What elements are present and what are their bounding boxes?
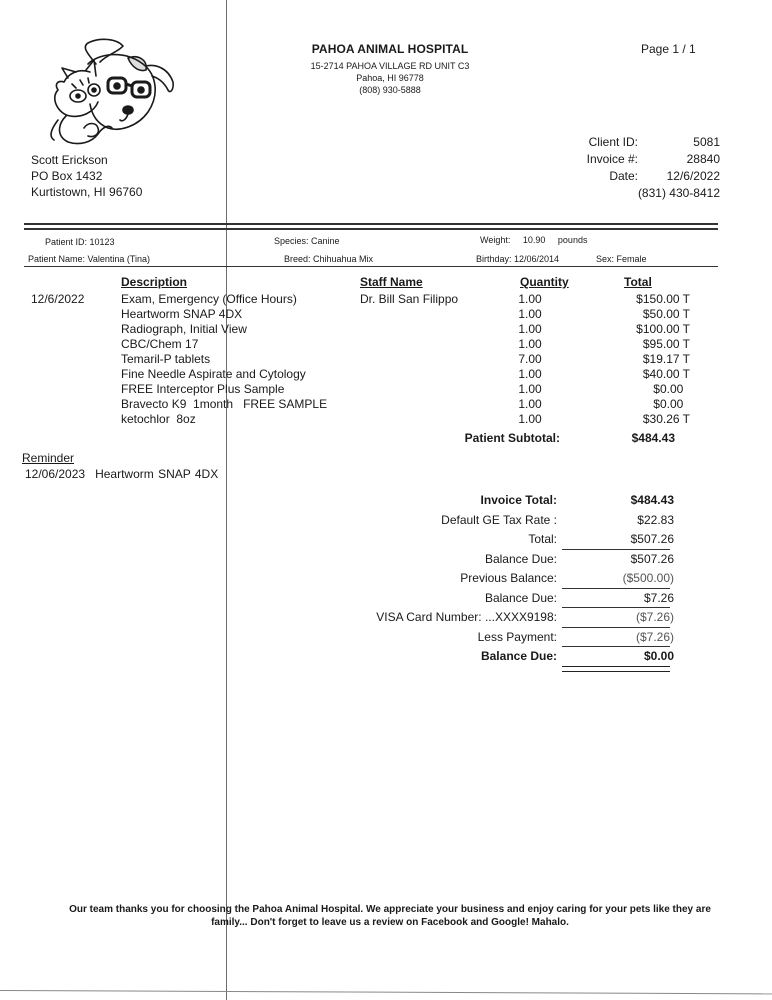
patient-sex: Sex: Female — [596, 254, 647, 264]
line-item-total: $150.00 T — [636, 292, 690, 306]
patient-name: Patient Name: Valentina (Tina) — [28, 254, 151, 264]
summary-row-tax — [300, 511, 680, 531]
footer-line-1: Our team thanks you for choosing the Pahoa Animal Hospital. We appreciate your business and enjoy caring for your pets like they are — [69, 904, 711, 915]
summary-label: Less Payment: — [477, 629, 557, 644]
line-item-quantity: 1.00 — [518, 307, 542, 321]
staff-column-header: Staff Name — [360, 275, 423, 289]
invoice-number-label: Invoice #: — [586, 152, 638, 166]
line-item-description: Bravecto K9 1month FREE SAMPLE — [121, 397, 328, 411]
scan-fold-line — [226, 0, 227, 1000]
line-item-description: ketochlor 8oz — [121, 412, 196, 426]
reminder-heading: Reminder — [22, 451, 75, 465]
line-item-quantity: 1.00 — [518, 367, 542, 381]
summary-value: ($7.26) — [635, 610, 674, 624]
line-item-description: Radiograph, Initial View — [121, 322, 247, 336]
divider-rule — [24, 223, 718, 225]
patient-weight — [480, 235, 587, 245]
summary-value: $507.26 — [630, 551, 674, 566]
line-item-total: $19.17 T — [642, 352, 690, 366]
summary-row-balance-due — [300, 550, 680, 570]
patient-subtotal-label: Patient Subtotal: — [464, 431, 560, 445]
line-item-total: $95.00 T — [642, 337, 690, 351]
weight-label: Weight: — [480, 235, 511, 245]
summary-value: ($500.00) — [622, 571, 674, 585]
line-item-total: $50.00 T — [642, 307, 690, 321]
item-descriptions — [121, 292, 327, 427]
line-item-total: $0.00 — [653, 397, 690, 411]
line-item-description: Fine Needle Aspirate and Cytology — [121, 367, 306, 381]
cat-and-dog-logo-icon — [28, 24, 178, 149]
patient-breed: Breed: Chihuahua Mix — [284, 254, 374, 264]
client-id-label: Client ID: — [588, 135, 638, 149]
hospital-header — [260, 42, 520, 96]
weight-value: 10.90 — [522, 235, 546, 245]
summary-label: Balance Due: — [484, 590, 557, 605]
summary-row-invoice-total — [300, 491, 680, 511]
hospital-address: 15-2714 PAHOA VILLAGE RD UNIT C3 — [310, 61, 470, 71]
line-item-description: Exam, Emergency (Office Hours) — [121, 292, 297, 306]
line-item-total: $0.00 — [653, 382, 690, 396]
hospital-logo — [28, 24, 178, 149]
summary-label: Total: — [528, 532, 557, 546]
line-item-quantity: 1.00 — [518, 412, 542, 426]
divider-rule — [24, 228, 718, 230]
line-item-description: Temaril-P tablets — [121, 352, 211, 366]
invoice-date-value: 12/6/2022 — [666, 169, 720, 183]
line-item-quantity: 7.00 — [518, 352, 542, 366]
summary-label: Invoice Total: — [480, 493, 557, 507]
reminder-row — [25, 467, 218, 481]
summary-label: VISA Card Number: ...XXXX9198: — [376, 610, 557, 624]
patient-species: Species: Canine — [274, 236, 340, 246]
client-id-value: 5081 — [693, 135, 720, 149]
owner-address-line2: Kurtistown, HI 96760 — [31, 185, 143, 199]
line-item-quantity: 1.00 — [518, 322, 542, 336]
summary-label: Previous Balance: — [460, 571, 557, 585]
client-phone: (831) 430-8412 — [637, 186, 720, 200]
line-item-quantity: 1.00 — [518, 292, 542, 306]
summary-row-total — [300, 530, 680, 550]
summary-row-visa-card — [300, 608, 680, 628]
staff-name: Dr. Bill San Filippo — [360, 292, 459, 306]
summary-value: $484.43 — [630, 493, 674, 507]
double-underline — [562, 666, 670, 672]
line-item-total: $30.26 T — [642, 412, 690, 426]
patient-subtotal-value: $484.43 — [631, 431, 675, 445]
service-date: 12/6/2022 — [31, 292, 85, 306]
page-number: Page 1 / 1 — [641, 42, 696, 56]
summary-value: $0.00 — [643, 649, 674, 663]
reminder-item: Heartworm SNAP 4DX — [95, 467, 219, 481]
summary-value: $22.83 — [637, 512, 674, 527]
line-item-total: $100.00 T — [636, 322, 690, 336]
hospital-phone: (808) 930-5888 — [359, 85, 421, 95]
summary-label: Balance Due: — [480, 649, 557, 663]
item-quantities — [500, 292, 560, 427]
invoice-number-value: 28840 — [686, 152, 720, 166]
summary-value: ($7.26) — [635, 629, 674, 644]
description-column-header: Description — [121, 275, 188, 289]
hospital-name: PAHOA ANIMAL HOSPITAL — [311, 42, 469, 56]
footer-line-2: family... Don't forget to leave us a review on Facebook and Google! Mahalo. — [211, 917, 569, 928]
line-item-description: FREE Interceptor Plus Sample — [121, 382, 285, 396]
summary-label: Default GE Tax Rate : — [441, 512, 557, 527]
owner-address — [31, 152, 142, 200]
client-info — [560, 134, 720, 202]
line-item-quantity: 1.00 — [518, 382, 542, 396]
line-item-quantity: 1.00 — [518, 337, 542, 351]
divider-rule — [24, 266, 718, 267]
summary-row-previous-balance — [300, 569, 680, 589]
patient-id: Patient ID: 10123 — [45, 237, 115, 247]
reminder-date: 12/06/2023 — [25, 467, 86, 481]
line-item-quantity: 1.00 — [518, 397, 542, 411]
line-item-description: CBC/Chem 17 — [121, 337, 199, 351]
summary-label: Balance Due: — [484, 551, 557, 566]
quantity-column-header: Quantity — [520, 275, 569, 289]
summary-value: $507.26 — [630, 532, 674, 546]
summary-value: $7.26 — [643, 590, 674, 605]
item-totals — [600, 292, 690, 427]
weight-unit: pounds — [557, 235, 588, 245]
footer-message — [20, 903, 760, 929]
summary-row-final-balance-due — [300, 647, 680, 667]
summary-row-balance-due — [300, 589, 680, 609]
invoice-summary — [300, 491, 680, 667]
hospital-city: Pahoa, HI 96778 — [356, 73, 424, 83]
total-column-header: Total — [624, 275, 652, 289]
owner-name: Scott Erickson — [31, 153, 108, 167]
line-item-description: Heartworm SNAP 4DX — [121, 307, 243, 321]
summary-row-less-payment — [300, 628, 680, 648]
invoice-date-label: Date: — [609, 169, 638, 183]
patient-birthday: Birthday: 12/06/2014 — [476, 254, 560, 264]
page-bottom-line — [0, 990, 772, 994]
owner-address-line1: PO Box 1432 — [31, 169, 103, 183]
line-item-total: $40.00 T — [642, 367, 690, 381]
